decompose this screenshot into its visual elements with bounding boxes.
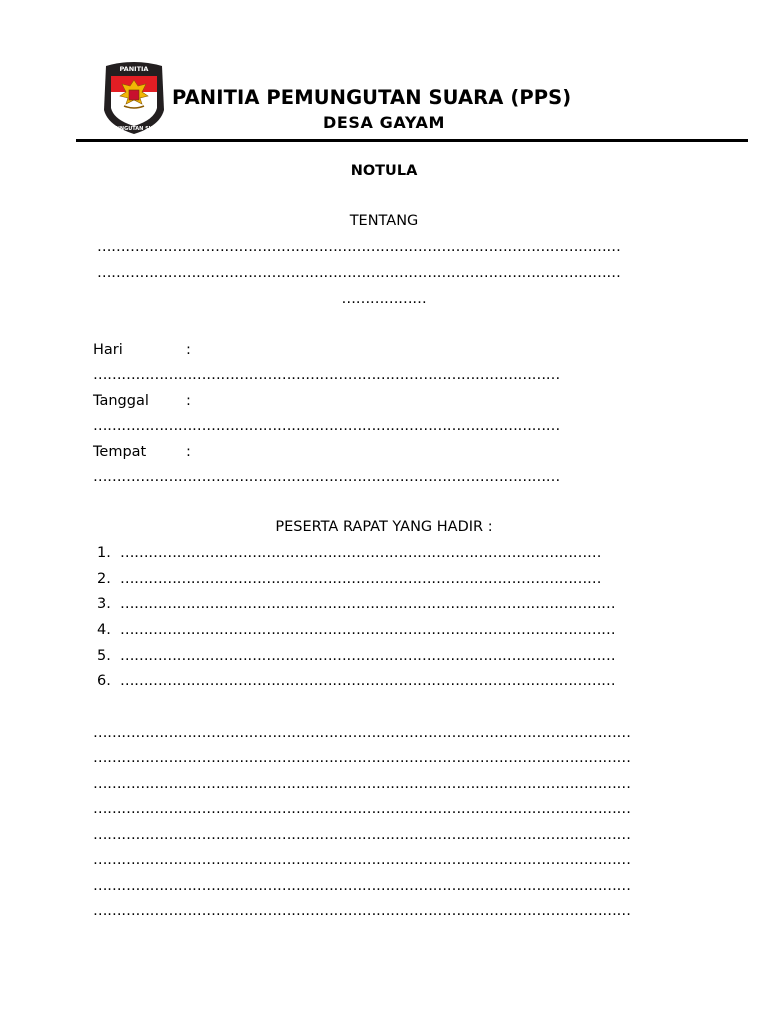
notes-line: ……………………………………………………………………………………………………: [93, 852, 631, 868]
participant-number: 4.: [97, 622, 111, 638]
participant-line: ……………………………………………………………………………………………: [120, 596, 616, 612]
participants-heading: PESERTA RAPAT YANG HADIR :: [275, 519, 493, 535]
field-label-tanggal: Tanggal: [93, 393, 149, 409]
about-line-3: ………………: [341, 291, 427, 307]
participant-line: …………………………………………………………………………………………: [120, 571, 602, 587]
about-label: TENTANG: [349, 213, 419, 229]
participant-line: ……………………………………………………………………………………………: [120, 673, 616, 689]
notes-line: ……………………………………………………………………………………………………: [93, 903, 631, 919]
document-heading: NOTULA: [350, 163, 418, 179]
notes-line: ……………………………………………………………………………………………………: [93, 827, 631, 843]
notes-line: ……………………………………………………………………………………………………: [93, 725, 631, 741]
about-line-2: …………………………………………………………………………………………………: [97, 265, 621, 281]
org-subtitle: DESA GAYAM: [322, 113, 446, 132]
field-colon: :: [186, 393, 191, 409]
field-label-tempat: Tempat: [93, 444, 147, 460]
participant-line: …………………………………………………………………………………………: [120, 545, 602, 561]
participant-number: 1.: [97, 545, 111, 561]
header-divider: [76, 139, 748, 142]
participant-number: 3.: [97, 596, 111, 612]
org-title: PANITIA PEMUNGUTAN SUARA (PPS): [172, 86, 572, 109]
participant-number: 2.: [97, 571, 111, 587]
field-value-tanggal: ………………………………………………………………………………………: [93, 418, 560, 434]
notes-line: ……………………………………………………………………………………………………: [93, 750, 631, 766]
participant-line: ……………………………………………………………………………………………: [120, 622, 616, 638]
about-line-1: …………………………………………………………………………………………………: [97, 239, 621, 255]
logo-text-top: PANITIA: [119, 65, 149, 73]
field-value-hari: ………………………………………………………………………………………: [93, 367, 560, 383]
field-colon: :: [186, 342, 191, 358]
notes-line: ……………………………………………………………………………………………………: [93, 776, 631, 792]
participant-number: 6.: [97, 673, 111, 689]
field-label-hari: Hari: [93, 342, 123, 358]
participant-line: ……………………………………………………………………………………………: [120, 648, 616, 664]
notes-line: ……………………………………………………………………………………………………: [93, 878, 631, 894]
field-colon: :: [186, 444, 191, 460]
notes-line: ……………………………………………………………………………………………………: [93, 801, 631, 817]
logo-text-bottom: PEMUNGUTAN SUARA: [103, 126, 165, 132]
field-value-tempat: ………………………………………………………………………………………: [93, 469, 560, 485]
participant-number: 5.: [97, 648, 111, 664]
